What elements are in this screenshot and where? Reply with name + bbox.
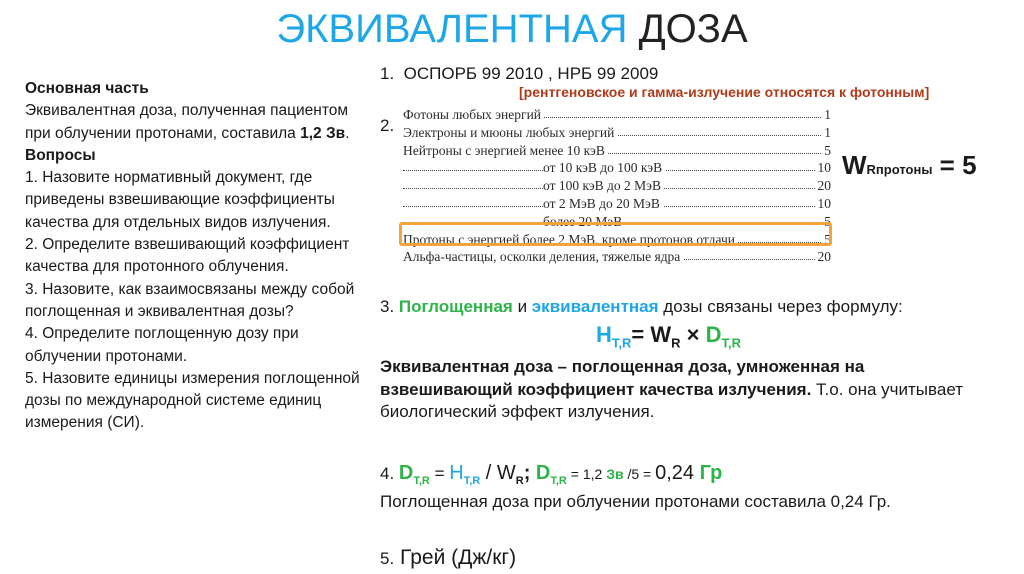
photon-note: [рентгеновское и гамма-излучение относятся к фотонным]	[519, 84, 930, 100]
table-row-label: Протоны с энергией более 2 МэВ, кроме протонов отдачи	[403, 231, 738, 249]
equivalent-dose-term: эквивалентная	[531, 297, 659, 316]
a4-semi: ;	[523, 462, 536, 484]
table-row	[403, 195, 831, 213]
a4-slash: /	[480, 462, 497, 484]
a4-d: $D_{T,R}$	[398, 462, 430, 487]
answer-5	[380, 546, 516, 570]
absorbed-dose-term: Поглощенная	[398, 297, 513, 316]
definition-normal: Т.о. она учитывает биологический эффект излучения.	[380, 379, 963, 421]
table-row-label: от 2 МэВ до 20 МэВ	[543, 195, 663, 213]
wp-w: W	[842, 150, 867, 180]
table-row-value: 20	[817, 249, 831, 265]
a4-zv: Зв	[606, 466, 624, 482]
table-row	[403, 142, 831, 160]
dose-formula	[596, 322, 741, 350]
table-row-value: 1	[824, 124, 831, 140]
table-row-label: от 10 кэВ до 100 кэВ	[543, 159, 665, 177]
answer-4-formula	[380, 462, 722, 492]
answer-5-text: Грей (Дж/кг)	[394, 546, 517, 569]
questions-list	[25, 167, 370, 435]
answer-3	[380, 296, 903, 318]
table-row-label: от 100 кэВ до 2 МэВ	[543, 177, 664, 195]
table-row-value: 5	[824, 142, 831, 158]
table-row	[403, 124, 831, 142]
main-part-heading: Основная часть	[25, 80, 149, 97]
problem-text: Эквивалентная доза, полученная пациентом при облучении протонами, составила	[25, 102, 349, 142]
table-row-value: 5	[824, 231, 831, 247]
title-word-dose: ДОЗА	[638, 7, 748, 51]
question-5: 5. Назовите единицы измерения поглощенной дозы по международной системе единиц измерения (СИ).	[25, 369, 360, 432]
answer-1-number: 1.	[380, 64, 395, 83]
table-row	[403, 106, 831, 124]
table-row-label: более 20 МэВ	[543, 213, 625, 231]
answer-2-number: 2.	[380, 116, 395, 135]
a4-div: /5 =	[623, 466, 656, 482]
table-row-value: 10	[817, 195, 831, 211]
table-row-label: Фотоны любых энергий	[403, 106, 544, 124]
a4-eq1: =	[429, 464, 450, 483]
answer-3-rest: дозы связаны через формулу:	[658, 297, 903, 316]
question-2: 2. Определите взвешивающий коэффициент качества для протонного облучения.	[25, 236, 350, 276]
formula-eq: = W	[631, 322, 672, 347]
question-3: 3. Назовите, как взаимосвязаны между собой поглощенная и эквивалентная дозы?	[25, 280, 355, 320]
proton-weighting-factor	[842, 150, 977, 181]
table-row	[403, 177, 831, 195]
definition-bold: Эквивалентная доза – поглощенная доза, умноженная на взвешивающий коэффициент качества излучения.	[380, 357, 865, 399]
answer-1-text: ОСПОРБ 99 2010 , НРБ 99 2009	[403, 64, 659, 83]
a4-gr: Гр	[694, 462, 723, 484]
table-row-value: 5	[824, 213, 831, 229]
definition	[380, 356, 980, 424]
formula-times: ×	[680, 322, 706, 347]
task-panel	[25, 78, 370, 435]
table-row-value: 1	[824, 107, 831, 122]
page-title	[0, 4, 1024, 54]
answer-4-number: 4.	[380, 464, 399, 483]
table-row-value: 10	[817, 160, 831, 176]
question-1: 1. Назовите нормативный документ, где приведены взвешивающие коэффициенты качества для отдельных видов излучения.	[25, 169, 335, 231]
a4-h: $H_{T,R}$	[449, 462, 481, 487]
table-row-value: 20	[817, 178, 831, 194]
formula-h: $H_{T,R}$	[596, 322, 632, 351]
answer-5-number: 5.	[380, 549, 395, 568]
title-word-equivalent: ЭКВИВАЛЕНТНАЯ	[276, 7, 628, 51]
table-row-label: Альфа-частицы, осколки деления, тяжелые ядра	[403, 248, 683, 266]
a4-eq2: = 1,2	[566, 466, 607, 482]
proton-row-highlight	[399, 222, 832, 246]
problem-value: 1,2 Зв	[300, 124, 346, 142]
answer-4-sentence: Поглощенная доза при облучении протонами составила 0,24 Гр.	[380, 492, 891, 511]
wp-sub: Rпротоны	[866, 162, 933, 177]
question-4: 4. Определите поглощенную дозу при облучении протонами.	[25, 325, 299, 365]
problem-statement	[25, 100, 370, 145]
questions-heading: Вопросы	[25, 146, 96, 164]
problem-end: .	[345, 124, 350, 142]
a4-w: $W_R$	[496, 462, 524, 487]
formula-d: $D_{T,R}$	[705, 322, 741, 351]
wp-eq: = 5	[932, 150, 977, 180]
answer-3-and: и	[512, 297, 532, 316]
formula-w-sub: R	[671, 335, 681, 351]
answer-1	[380, 63, 658, 85]
table-row-label: Нейтроны с энергией менее 10 кэВ	[403, 142, 608, 160]
a4-d2: $D_{T,R}$	[535, 462, 567, 487]
a4-result: 0,24	[655, 462, 695, 484]
answer-3-number: 3.	[380, 297, 399, 316]
table-row-label: Электроны и мюоны любых энергий	[403, 124, 617, 142]
table-row	[403, 248, 831, 266]
table-row	[403, 159, 831, 177]
